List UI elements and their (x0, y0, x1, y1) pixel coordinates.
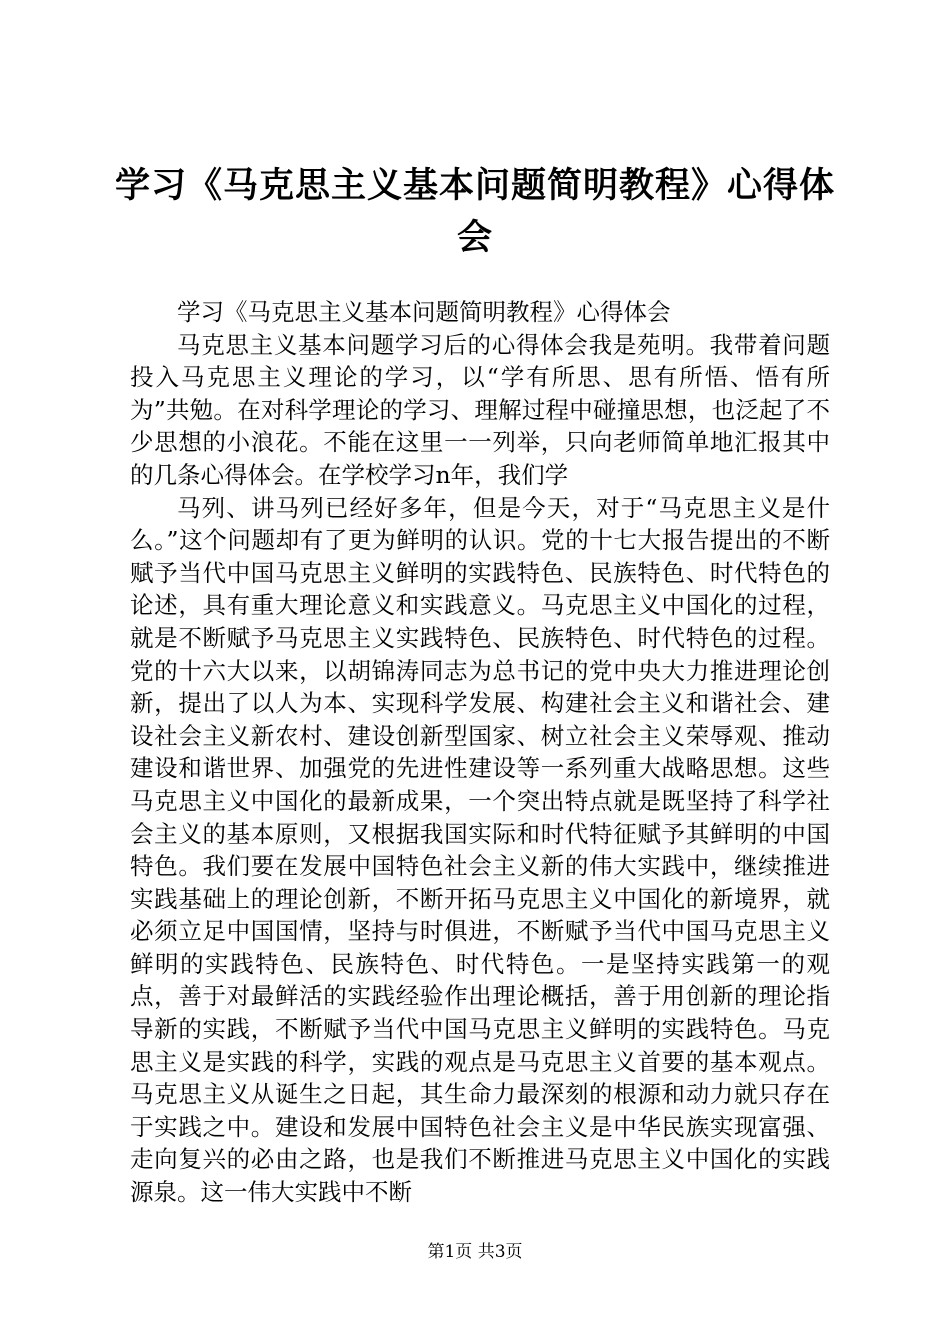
document-title: 学习《马克思主义基本问题简明教程》心得体会 (114, 165, 835, 258)
paragraph: 学习《马克思主义基本问题简明教程》心得体会 (177, 298, 671, 326)
paragraph: 马列、讲马列已经好多年，但是今天，对于“马克思主义是什么。”这个问题却有了更为鲜明的认识。党的十七大报告提出的不断赋予当代中国马克思主义鲜明的实践特色、民族特色、时代特色的论述，具有重大理论意义和实践意义。马克思主义中国化的过程，就是不断赋予马克思主义实践特色、民族特色、时代特色的过程。党的十六大以来，以胡锦涛同志为总书记的党中央大力推进理论创新，提出了以人为本、实现科学发展、构建社会主义和谐社会、建设社会主义新农村、建设创新型国家、树立社会主义荣辱观、推动建设和谐世界、加强党的先进性建设等一系列重大战略思想。这些马克思主义中国化的最新成果，一个突出特点就是既坚持了科学社会主义的基本原则，又根据我国实际和时代特征赋予其鲜明的中国特色。我们要在发展中国特色社会主义新的伟大实践中，继续推进实践基础上的理论创新，不断开拓马克思主义中国化的新境界，就必须立足中国国情，坚持与时俱进，不断赋予当代中国马克思主义鲜明的实践特色、民族特色、时代特色。一是坚持实践第一的观点，善于对最鲜活的实践经验作出理论概括，善于用创新的理论指导新的实践，不断赋予当代中国马克思主义鲜明的实践特色。马克思主义是实践的科学，实践的观点是马克思主义首要的基本观点。马克思主义从诞生之日起，其生命力最深刻的根源和动力就只存在于实践之中。建设和发展中国特色社会主义是中华民族实现富强、走向复兴的必由之路，也是我们不断推进马克思主义中国化的实践源泉。这一伟大实践中不断 (130, 493, 830, 1207)
page-footer: 第1页 共3页 (427, 1242, 523, 1262)
document-body (130, 296, 830, 1209)
paragraph: 马克思主义基本问题学习后的心得体会我是苑明。我带着问题投入马克思主义理论的学习，以“学有所思、思有所悟、悟有所为”共勉。在对科学理论的学习、理解过程中碰撞思想，也泛起了不少思想的小浪花。不能在这里一一列举，只向老师简单地汇报其中的几条心得体会。在学校学习n年，我们学 (130, 330, 830, 489)
